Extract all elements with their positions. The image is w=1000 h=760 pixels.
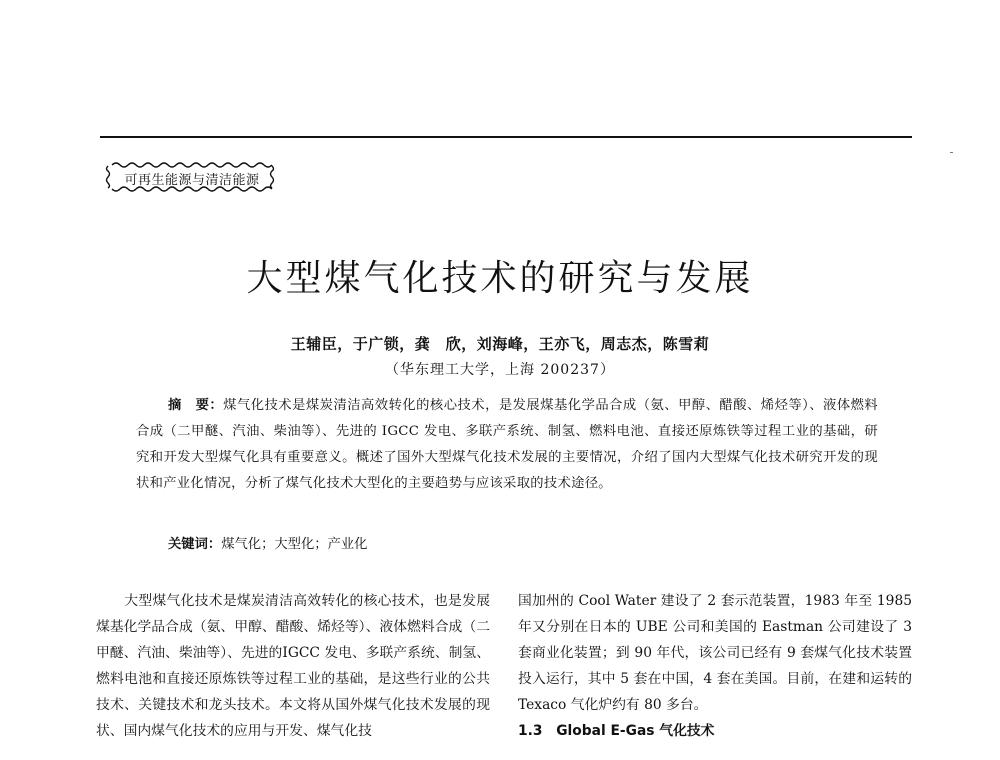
abstract-text: 煤气化技术是煤炭清洁高效转化的核心技术，是发展煤基化学品合成（氨、甲醇、醋酸、烯烃等）、液体燃料合成（二甲醚、汽油、柴油等）、先进的 IGCC 发电、多联产系统、制氢、燃料电池、直接还原炼铁等过程工业的基础，研究和开发大型煤气化具有重要意义。概述了国外大型煤气化技术发展的主要情况，介绍了国内大型煤气化技术研究开发的现状和产业化情况，分析了煤气化技术大型化的主要趋势与应该采取的技术途径。	[136, 398, 879, 491]
keywords-label: 关键词：	[168, 537, 222, 552]
section-heading-1-3: 1.3 Global E-Gas 气化技术	[518, 723, 715, 739]
keywords	[168, 533, 367, 552]
author-list: 王辅臣，于广锁，龚 欣，刘海峰，王亦飞，周志杰，陈雪莉	[290, 335, 710, 353]
affiliation: （华东理工大学，上海 200237）	[385, 362, 615, 378]
header-rule	[100, 136, 912, 138]
paper-title: 大型煤气化技术的研究与发展	[246, 258, 754, 300]
section-label-box	[104, 160, 276, 194]
abstract-label: 摘 要：	[168, 398, 224, 413]
margin-mark	[950, 152, 953, 153]
body-column-right	[518, 588, 912, 744]
keywords-text: 煤气化；大型化；产业化	[221, 537, 368, 552]
body-column-left	[96, 588, 490, 744]
body-right-text: 国加州的 Cool Water 建设了 2 套示范装置，1983 年至 1985 年又分别在日本的 UBE 公司和美国的 Eastman 公司建设了 3 套商业化装置；到 90 年代，该公司已经有 9 套煤气化技术装置投入运行，其中 5 套在中国，4 套在美国。目前，在建和运转的 Texaco 气化炉约有 80 多台。	[518, 593, 913, 713]
body-left-text: 大型煤气化技术是煤炭清洁高效转化的核心技术，也是发展煤基化学品合成（氨、甲醇、醋酸、烯烃等）、液体燃料合成（二甲醚、汽油、柴油等）、先进的IGCC 发电、多联产系统、制氢、燃料电池和直接还原炼铁等过程工业的基础，是这些行业的公共技术、关键技术和龙头技术。本文将从国外煤气化技术发展的现状、国内煤气化技术的应用与开发、煤气化技	[96, 593, 490, 739]
abstract	[136, 393, 878, 497]
section-label: 可再生能源与清洁能源	[124, 173, 260, 188]
